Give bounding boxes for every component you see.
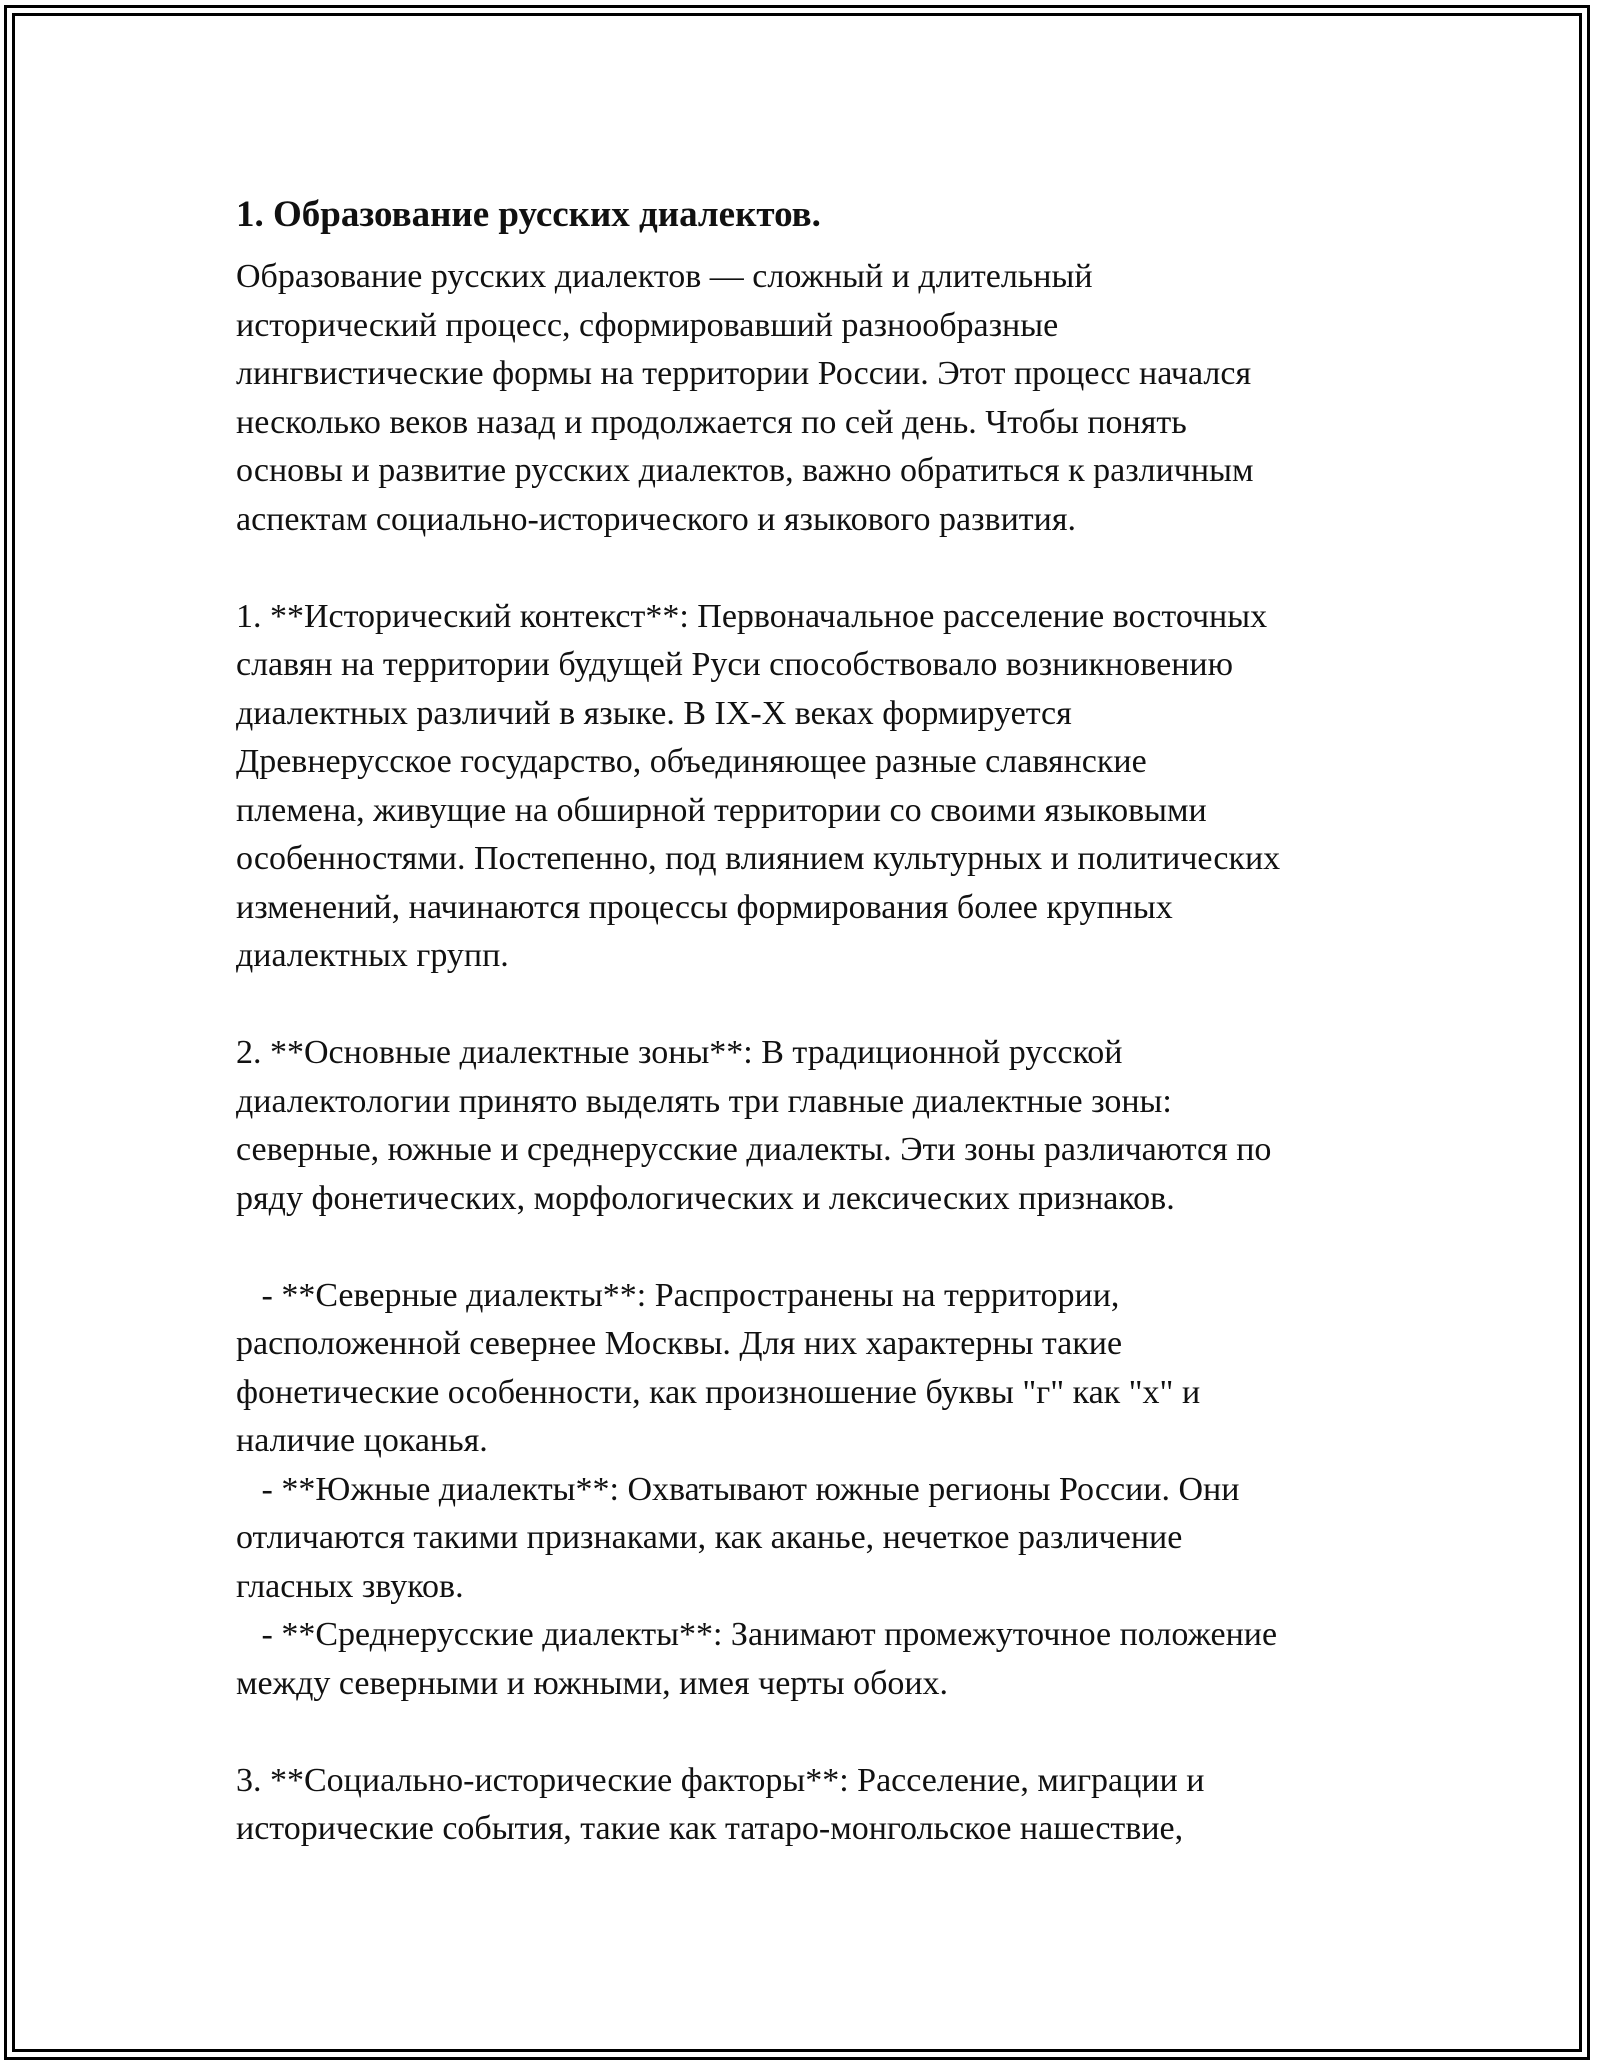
text-line: диалектных различий в языке. В IX-X веках формируется	[236, 694, 1072, 732]
text-line: северные, южные и среднерусские диалекты. Эти зоны различаются по	[236, 1131, 1272, 1168]
paragraph-gap	[236, 981, 1386, 1030]
text-line: основы и развитие русских диалектов, важно обратиться к различным	[236, 452, 1254, 489]
text-line: лингвистические формы на территории России. Этот процесс начался	[236, 355, 1252, 392]
text-line: аспектам социально-исторического и языкового развития.	[236, 500, 1076, 538]
text-line: 1. **Исторический контекст**: Первоначальное расселение восточных	[236, 597, 1268, 635]
text-line: славян на территории будущей Руси способствовало возникновению	[236, 646, 1233, 683]
text-line: расположенной севернее Москвы. Для них характерны такие	[236, 1325, 1123, 1362]
text-line: 3. **Социально-исторические факторы**: Расселение, миграции и	[236, 1761, 1205, 1799]
text-line: изменений, начинаются процессы формирования более крупных	[236, 888, 1173, 926]
text-line: 2. **Основные диалектные зоны**: В традиционной русской	[236, 1034, 1123, 1071]
paragraph-gap	[236, 1223, 1386, 1272]
document-heading: 1. Образование русских диалектов.	[236, 194, 821, 235]
text-line: несколько веков назад и продолжается по сей день. Чтобы понять	[236, 403, 1187, 441]
section-dialect-zones	[236, 1029, 1386, 1223]
section-historical-context	[236, 593, 1386, 981]
paragraph-gap	[236, 1708, 1386, 1757]
text-line: - **Южные диалекты**: Охватывают южные регионы России. Они	[236, 1470, 1240, 1508]
text-line: Древнерусское государство, объединяющее разные славянские	[236, 743, 1147, 780]
text-line: диалектных групп.	[236, 937, 509, 974]
section-social-historical-factors	[236, 1757, 1386, 1854]
document-body	[236, 185, 1386, 1854]
text-line: гласных звуков.	[236, 1567, 464, 1605]
text-line: Образование русских диалектов — сложный и длительный	[236, 258, 1093, 295]
text-line: - **Северные диалекты**: Распространены на территории,	[236, 1276, 1120, 1314]
text-line: между северными и южными, имея черты обоих.	[236, 1664, 949, 1702]
text-line: исторические события, такие как татаро-монгольское нашествие,	[236, 1810, 1184, 1847]
text-line: особенностями. Постепенно, под влиянием культурных и политических	[236, 840, 1281, 877]
text-line: ряду фонетических, морфологических и лексических признаков.	[236, 1179, 1175, 1217]
text-line: отличаются такими признаками, как аканье, нечеткое различение	[236, 1519, 1183, 1556]
paragraph-gap	[236, 544, 1386, 593]
text-line: племена, живущие на обширной территории со своими языковыми	[236, 791, 1207, 829]
section-dialect-zones-list	[236, 1272, 1386, 1709]
text-line: диалектологии принято выделять три главные диалектные зоны:	[236, 1082, 1172, 1120]
text-line: исторический процесс, сформировавший разнообразные	[236, 306, 1059, 344]
text-line: фонетические особенности, как произношение буквы "г" как "х" и	[236, 1373, 1201, 1411]
intro-paragraph	[236, 253, 1386, 544]
text-line: - **Среднерусские диалекты**: Занимают промежуточное положение	[236, 1616, 1278, 1653]
text-line: наличие цоканья.	[236, 1422, 488, 1459]
